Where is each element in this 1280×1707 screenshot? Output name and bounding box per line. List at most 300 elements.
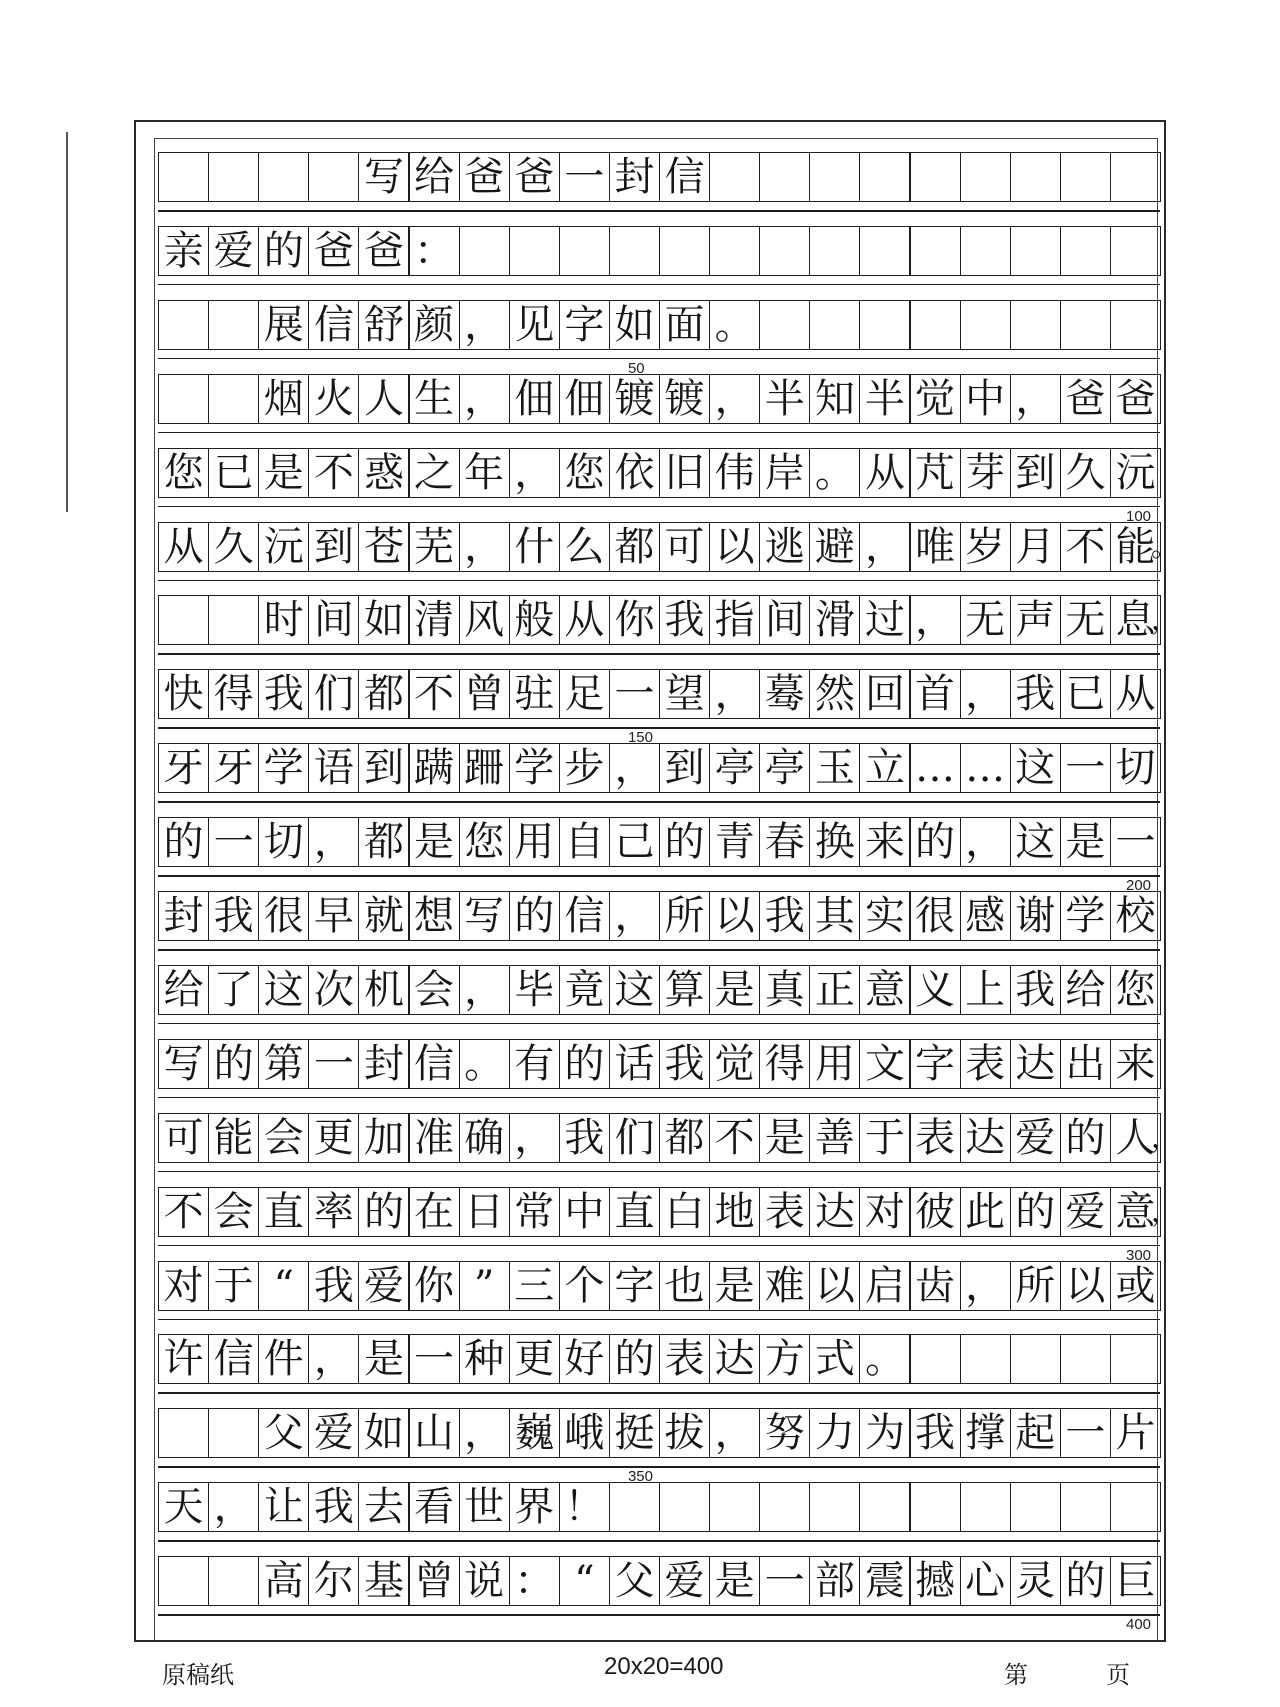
grid-cell: 基	[358, 1556, 409, 1606]
grid-cell	[1110, 1482, 1161, 1532]
grid-cell: 到	[358, 743, 409, 793]
grid-cell: 彼	[910, 1187, 961, 1237]
grid-cell: 确	[459, 1113, 510, 1163]
grid-cell: 起	[1010, 1408, 1061, 1458]
grid-cell: 从	[158, 522, 209, 572]
grid-cell: 一	[208, 817, 259, 867]
grid-cell	[759, 300, 810, 350]
grid-cell: 这	[258, 965, 309, 1015]
grid-cell: 跚	[459, 743, 510, 793]
grid-cell: 表	[659, 1334, 710, 1384]
grid-cell	[509, 226, 560, 276]
grid-cell: 撑	[960, 1408, 1011, 1458]
grid-cell: 就	[358, 891, 409, 941]
grid-cell: 如	[358, 595, 409, 645]
grid-cell: 亲	[158, 226, 209, 276]
row-spacer-line	[158, 1245, 1160, 1247]
grid-cell	[158, 1408, 209, 1458]
grid-cell: 齿	[910, 1261, 961, 1311]
grid-cell: ，	[459, 300, 510, 350]
grid-cell: 谢	[1010, 891, 1061, 941]
grid-cell: ，	[960, 669, 1011, 719]
grid-cell: 式	[809, 1334, 860, 1384]
grid-cell: 爱	[1010, 1113, 1061, 1163]
grid-cell: 力	[809, 1408, 860, 1458]
grid-cell: 觉	[709, 1039, 760, 1089]
grid-cell: ，	[459, 522, 510, 572]
grid-cell: 山	[409, 1408, 460, 1458]
footer-grid-spec: 20x20=400	[604, 1653, 724, 1680]
grid-cell: 写	[459, 891, 510, 941]
grid-cell	[1010, 226, 1061, 276]
grid-cell: 从	[559, 595, 610, 645]
grid-cell: 巍	[509, 1408, 560, 1458]
grid-cell: 牙	[158, 743, 209, 793]
grid-cell: 早	[308, 891, 359, 941]
grid-cell: 一	[1060, 743, 1111, 793]
grid-cell: 爸	[509, 152, 560, 202]
grid-cell: 我	[910, 1408, 961, 1458]
grid-cell: 避	[809, 522, 860, 572]
grid-cell: 的	[258, 226, 309, 276]
grid-cell: 换	[809, 817, 860, 867]
grid-cell: 展	[258, 300, 309, 350]
grid-cell	[960, 152, 1011, 202]
grid-cell: 高	[258, 1556, 309, 1606]
grid-cell	[208, 152, 259, 202]
grid-cell: 字	[609, 1261, 660, 1311]
row-spacer-line	[158, 949, 1160, 951]
grid-cell: 己	[609, 817, 660, 867]
grid-cell	[1110, 300, 1161, 350]
grid-cell: 都	[659, 1113, 710, 1163]
grid-cell: 青	[709, 817, 760, 867]
grid-cell: 爱	[308, 1408, 359, 1458]
grid-cell: 峨	[559, 1408, 610, 1458]
grid-cell: 是	[709, 1556, 760, 1606]
grid-cell: 我	[759, 891, 810, 941]
grid-cell	[609, 1482, 660, 1532]
grid-cell: 达	[960, 1113, 1011, 1163]
grid-cell: 准	[409, 1113, 460, 1163]
character-count-marker: 400	[1126, 1616, 1152, 1634]
grid-cell: 逃	[759, 522, 810, 572]
grid-cell: 常	[509, 1187, 560, 1237]
grid-cell: ：	[409, 226, 460, 276]
grid-cell: 写	[158, 1039, 209, 1089]
grid-cell: 日	[459, 1187, 510, 1237]
grid-cell: 用	[509, 817, 560, 867]
grid-cell: 信	[409, 1039, 460, 1089]
row-spacer-line	[158, 506, 1160, 508]
grid-cell	[1060, 300, 1111, 350]
grid-cell: 也	[659, 1261, 710, 1311]
grid-cell: 感	[960, 891, 1011, 941]
grid-cell: 到	[308, 522, 359, 572]
grid-cell: 以	[709, 522, 760, 572]
grid-cell: 蹒	[409, 743, 460, 793]
grid-cell: 于	[208, 1261, 259, 1311]
grid-cell: ，	[709, 374, 760, 424]
grid-cell: ，	[609, 743, 660, 793]
grid-cell: 苍	[358, 522, 409, 572]
grid-cell: 爸	[358, 226, 409, 276]
grid-cell: 年	[459, 448, 510, 498]
grid-cell: 如	[358, 1408, 409, 1458]
grid-cell: …	[910, 743, 961, 793]
grid-cell: 灵	[1010, 1556, 1061, 1606]
grid-cell: 更	[308, 1113, 359, 1163]
grid-cell: 无	[1060, 595, 1111, 645]
grid-cell: 回	[859, 669, 910, 719]
grid-cell: 首	[910, 669, 961, 719]
grid-cell	[709, 1482, 760, 1532]
grid-cell	[709, 226, 760, 276]
grid-cell: 很	[910, 891, 961, 941]
grid-cell: 学	[258, 743, 309, 793]
grid-cell: 竟	[559, 965, 610, 1015]
grid-cell: 久	[1060, 448, 1111, 498]
grid-cell: 第	[258, 1039, 309, 1089]
grid-cell	[859, 1482, 910, 1532]
grid-cell: 见	[509, 300, 560, 350]
grid-cell: 爸	[459, 152, 510, 202]
row-spacer-line	[158, 801, 1160, 803]
grid-cell: 字	[910, 1039, 961, 1089]
grid-cell: 意	[1110, 1187, 1161, 1237]
grid-cell: 中	[960, 374, 1011, 424]
grid-cell-overflow: 。	[1151, 529, 1180, 563]
character-count-marker: 300	[1126, 1246, 1152, 1264]
grid-cell: 爸	[1060, 374, 1111, 424]
grid-cell: 都	[609, 522, 660, 572]
row-spacer-line	[158, 284, 1160, 286]
grid-cell: 镀	[659, 374, 710, 424]
grid-cell: 爸	[308, 226, 359, 276]
grid-cell	[559, 226, 610, 276]
grid-cell: 春	[759, 817, 810, 867]
grid-cell: 岸	[759, 448, 810, 498]
grid-cell: 义	[910, 965, 961, 1015]
grid-cell	[659, 1482, 710, 1532]
row-spacer-line	[158, 1319, 1160, 1321]
grid-cell: ，	[709, 1408, 760, 1458]
grid-cell: 来	[1110, 1039, 1161, 1089]
grid-cell: 达	[709, 1334, 760, 1384]
grid-cell: 封	[609, 152, 660, 202]
grid-cell: 曾	[459, 669, 510, 719]
grid-cell: ，	[308, 817, 359, 867]
grid-cell: 字	[559, 300, 610, 350]
grid-cell: ，	[208, 1482, 259, 1532]
grid-cell: 或	[1110, 1261, 1161, 1311]
grid-cell	[208, 1408, 259, 1458]
grid-cell	[1110, 152, 1161, 202]
grid-cell: 率	[308, 1187, 359, 1237]
grid-cell: 是	[759, 1113, 810, 1163]
grid-cell: 以	[809, 1261, 860, 1311]
row-spacer-line	[158, 1614, 1160, 1616]
character-count-marker: 50	[627, 359, 645, 377]
grid-cell: 信	[559, 891, 610, 941]
grid-cell	[859, 300, 910, 350]
grid-cell	[960, 1482, 1011, 1532]
grid-cell: 学	[509, 743, 560, 793]
grid-cell	[759, 226, 810, 276]
grid-cell: 在	[409, 1187, 460, 1237]
grid-cell: 话	[609, 1039, 660, 1089]
grid-cell: 月	[1010, 522, 1061, 572]
grid-cell	[158, 1556, 209, 1606]
grid-cell: 么	[559, 522, 610, 572]
grid-cell: “	[258, 1261, 309, 1311]
grid-cell: 达	[1010, 1039, 1061, 1089]
grid-cell: 是	[709, 1261, 760, 1311]
grid-cell: 们	[308, 669, 359, 719]
grid-cell: 依	[609, 448, 660, 498]
row-spacer-line	[158, 727, 1160, 729]
grid-cell: 是	[258, 448, 309, 498]
grid-cell: 指	[709, 595, 760, 645]
grid-cell: 震	[859, 1556, 910, 1606]
grid-cell: 芃	[910, 448, 961, 498]
grid-cell: 牙	[208, 743, 259, 793]
grid-cell: 件	[258, 1334, 309, 1384]
grid-cell: 封	[158, 891, 209, 941]
grid-cell: 是	[409, 817, 460, 867]
grid-cell: 努	[759, 1408, 810, 1458]
grid-cell	[910, 226, 961, 276]
grid-cell: 去	[358, 1482, 409, 1532]
grid-cell: 我	[659, 595, 710, 645]
grid-cell: 三	[509, 1261, 560, 1311]
grid-cell: 我	[208, 891, 259, 941]
grid-cell: 以	[709, 891, 760, 941]
grid-cell: ！	[559, 1482, 610, 1532]
grid-cell: 语	[308, 743, 359, 793]
grid-cell: 我	[1010, 669, 1061, 719]
grid-cell: 实	[859, 891, 910, 941]
grid-cell: ：	[509, 1556, 560, 1606]
grid-cell: 了	[208, 965, 259, 1015]
footer-page-label-prefix: 第	[1004, 1661, 1028, 1689]
grid-cell: 伟	[709, 448, 760, 498]
grid-cell: ，	[960, 817, 1011, 867]
grid-cell: 表	[910, 1113, 961, 1163]
grid-cell: 您	[1110, 965, 1161, 1015]
grid-cell: 种	[459, 1334, 510, 1384]
grid-cell: 已	[208, 448, 259, 498]
grid-cell: 是	[709, 965, 760, 1015]
row-spacer-line	[158, 358, 1160, 360]
grid-cell: 立	[859, 743, 910, 793]
grid-cell: 一	[1060, 1408, 1111, 1458]
grid-cell: 芽	[960, 448, 1011, 498]
grid-cell: 所	[1010, 1261, 1061, 1311]
grid-cell: 一	[308, 1039, 359, 1089]
grid-cell	[1010, 300, 1061, 350]
grid-cell: 其	[809, 891, 860, 941]
grid-cell: 文	[859, 1039, 910, 1089]
grid-cell: 的	[659, 817, 710, 867]
grid-cell: 从	[1110, 669, 1161, 719]
grid-cell: 撼	[910, 1556, 961, 1606]
grid-cell: 看	[409, 1482, 460, 1532]
grid-cell: 无	[960, 595, 1011, 645]
grid-cell: 驻	[509, 669, 560, 719]
grid-cell: ，	[459, 1408, 510, 1458]
grid-cell: 许	[158, 1334, 209, 1384]
grid-cell: 方	[759, 1334, 810, 1384]
grid-cell: 快	[158, 669, 209, 719]
grid-cell: 爱	[1060, 1187, 1111, 1237]
grid-cell	[1060, 1482, 1111, 1532]
grid-cell: 给	[409, 152, 460, 202]
grid-cell: 沅	[258, 522, 309, 572]
grid-cell: 都	[358, 817, 409, 867]
grid-cell: 的	[559, 1039, 610, 1089]
grid-cell: 的	[358, 1187, 409, 1237]
grid-cell: 然	[809, 669, 860, 719]
grid-cell: 父	[609, 1556, 660, 1606]
grid-cell: 可	[659, 522, 710, 572]
grid-cell: 个	[559, 1261, 610, 1311]
grid-cell: 难	[759, 1261, 810, 1311]
grid-cell	[960, 300, 1011, 350]
grid-cell	[1010, 1482, 1061, 1532]
grid-cell: 得	[208, 669, 259, 719]
grid-cell: 用	[809, 1039, 860, 1089]
grid-cell: 一	[559, 152, 610, 202]
grid-cell: 是	[358, 1334, 409, 1384]
grid-cell: 直	[258, 1187, 309, 1237]
grid-cell: 直	[609, 1187, 660, 1237]
grid-cell: 对	[859, 1187, 910, 1237]
grid-cell: 学	[1060, 891, 1111, 941]
grid-cell: 。	[459, 1039, 510, 1089]
grid-cell	[859, 152, 910, 202]
grid-cell	[208, 300, 259, 350]
grid-cell: 您	[559, 448, 610, 498]
grid-cell: 对	[158, 1261, 209, 1311]
grid-cell: 不	[709, 1113, 760, 1163]
grid-cell: 知	[809, 374, 860, 424]
grid-cell: 旧	[659, 448, 710, 498]
grid-cell: 拔	[659, 1408, 710, 1458]
grid-cell	[960, 226, 1011, 276]
grid-cell: 时	[258, 595, 309, 645]
grid-cell: 正	[809, 965, 860, 1015]
grid-cell: 爱	[659, 1556, 710, 1606]
grid-cell: 的	[609, 1334, 660, 1384]
grid-cell: 天	[158, 1482, 209, 1532]
grid-cell: ，	[459, 965, 510, 1015]
grid-cell	[1010, 1334, 1061, 1384]
grid-cell: 什	[509, 522, 560, 572]
grid-cell: 的	[1010, 1187, 1061, 1237]
grid-cell: 此	[960, 1187, 1011, 1237]
grid-cell: 上	[960, 965, 1011, 1015]
grid-cell: 间	[759, 595, 810, 645]
row-spacer-line	[158, 1097, 1160, 1099]
row-spacer-line	[158, 210, 1160, 212]
grid-cell: 曾	[409, 1556, 460, 1606]
grid-cell: 校	[1110, 891, 1161, 941]
grid-cell: 尔	[308, 1556, 359, 1606]
grid-cell: ，	[509, 448, 560, 498]
grid-cell: 人	[358, 374, 409, 424]
grid-cell: 我	[559, 1113, 610, 1163]
grid-cell-overflow: ，	[1151, 1194, 1180, 1228]
grid-cell: ，	[609, 891, 660, 941]
grid-cell: ，	[960, 1261, 1011, 1311]
grid-cell	[1060, 1334, 1111, 1384]
grid-cell: ，	[308, 1334, 359, 1384]
grid-cell: 。	[859, 1334, 910, 1384]
grid-cell: 一	[609, 669, 660, 719]
grid-cell	[809, 226, 860, 276]
grid-cell: 封	[358, 1039, 409, 1089]
grid-cell	[1110, 226, 1161, 276]
grid-cell	[809, 152, 860, 202]
grid-cell: 世	[459, 1482, 510, 1532]
row-spacer-line	[158, 580, 1160, 582]
grid-cell: 信	[208, 1334, 259, 1384]
grid-cell	[910, 152, 961, 202]
grid-cell: 般	[509, 595, 560, 645]
grid-cell	[609, 226, 660, 276]
grid-cell: 我	[659, 1039, 710, 1089]
grid-cell: 蓦	[759, 669, 810, 719]
grid-cell: 的	[509, 891, 560, 941]
grid-cell: 唯	[910, 522, 961, 572]
grid-cell	[208, 1556, 259, 1606]
grid-cell-overflow: ，	[1151, 603, 1180, 637]
grid-cell: 以	[1060, 1261, 1111, 1311]
grid-cell: 之	[409, 448, 460, 498]
grid-cell: 启	[859, 1261, 910, 1311]
footer-paper-name: 原稿纸	[162, 1661, 234, 1689]
grid-cell: 舒	[358, 300, 409, 350]
grid-cell: ，	[459, 374, 510, 424]
grid-cell: 。	[709, 300, 760, 350]
grid-cell: 真	[759, 965, 810, 1015]
grid-cell: 会	[258, 1113, 309, 1163]
grid-cell	[459, 226, 510, 276]
grid-cell-overflow: ，	[1151, 1120, 1180, 1154]
grid-cell: 表	[960, 1039, 1011, 1089]
row-spacer-line	[158, 1466, 1160, 1468]
row-spacer-line	[158, 653, 1160, 655]
grid-cell: 颜	[409, 300, 460, 350]
grid-cell	[709, 152, 760, 202]
grid-cell: ，	[509, 1113, 560, 1163]
grid-cell: 惑	[358, 448, 409, 498]
character-count-marker: 150	[627, 729, 653, 747]
character-count-marker: 350	[627, 1468, 653, 1486]
grid-cell: 巨	[1110, 1556, 1161, 1606]
grid-cell: 是	[1060, 817, 1111, 867]
grid-cell: 的	[910, 817, 961, 867]
grid-cell: 为	[859, 1408, 910, 1458]
grid-cell	[859, 226, 910, 276]
grid-cell: 滑	[809, 595, 860, 645]
grid-cell: 火	[308, 374, 359, 424]
grid-cell: 足	[559, 669, 610, 719]
row-spacer-line	[158, 1171, 1160, 1173]
grid-cell	[910, 300, 961, 350]
grid-cell: 信	[659, 152, 710, 202]
